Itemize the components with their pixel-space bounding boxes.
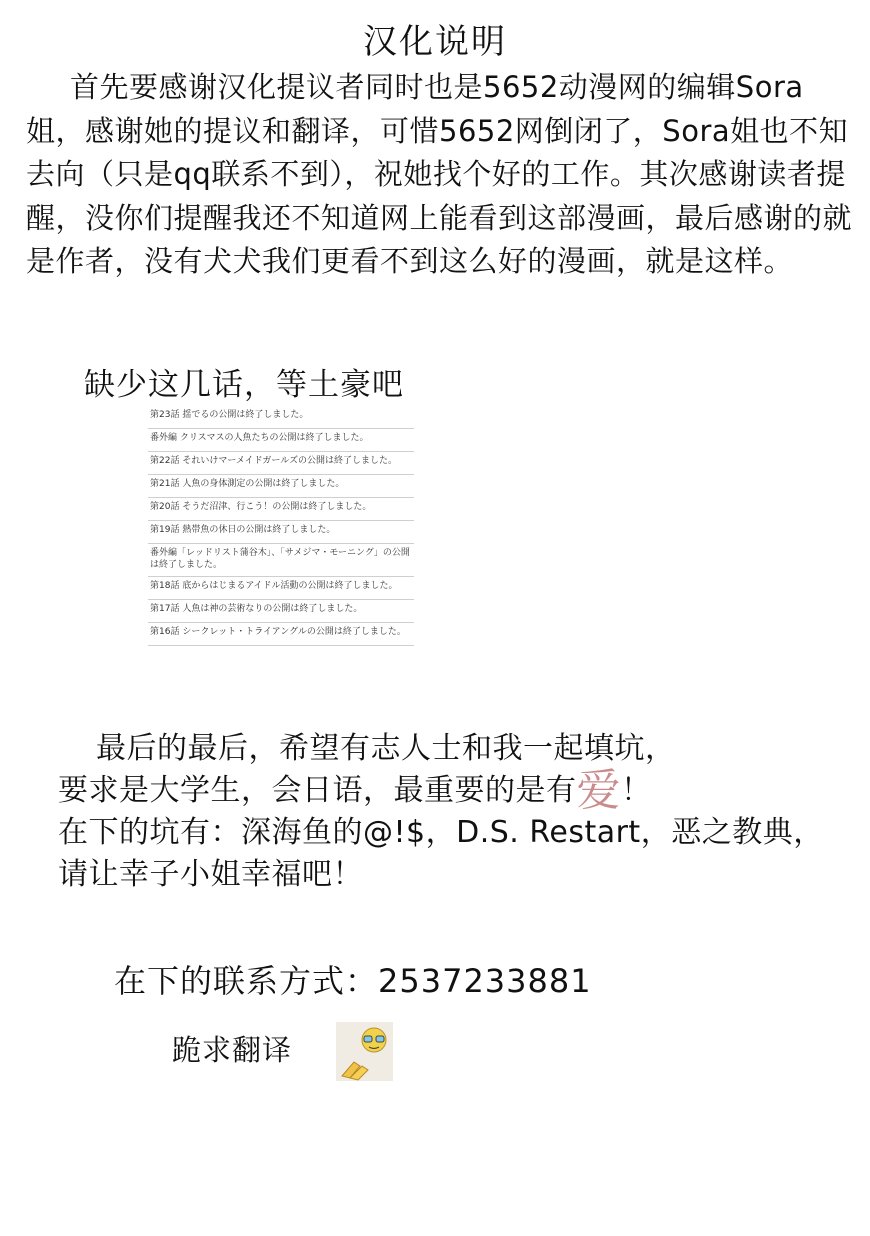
recruit-line-1: 最后的最后，希望有志人士和我一起填坑， [96,731,676,766]
episode-item: 第16話 シークレット・トライアングルの公開は終了しました。 [148,623,414,646]
kowtow-emoji-icon [336,1022,393,1081]
recruit-line-2: 要求是大学生，会日语，最重要的是有 [58,773,577,808]
episode-list [148,406,414,646]
recruit-paragraph [58,728,848,896]
projects-line: 在下的坑有：深海鱼的@!$，D.S. Restart，恶之教典，请让幸子小姐幸福吧！ [58,815,824,892]
episode-item: 第20話 そうだ沼津、行こう！の公開は終了しました。 [148,498,414,521]
love-word: 爱 [576,765,621,816]
beg-translation-text: 跪求翻译 [172,1033,293,1067]
page-title: 汉化说明 [363,22,507,62]
episode-item: 第21話 人魚の身体測定の公開は終了しました。 [148,475,414,498]
episode-item: 第18話 底からはじまるアイドル活動の公開は終了しました。 [148,577,414,600]
episode-item: 第19話 熱帯魚の休日の公開は終了しました。 [148,521,414,544]
episode-item: 番外編 クリスマスの人魚たちの公開は終了しました。 [148,429,414,452]
intro-paragraph [26,66,858,284]
episode-item: 第22話 それいけマーメイドガールズの公開は終了しました。 [148,452,414,475]
episode-item: 第23話 揺でるの公開は終了しました。 [148,406,414,429]
exclamation: ！ [621,773,652,808]
episode-item: 第17話 人魚は神の芸術なりの公開は終了しました。 [148,600,414,623]
episode-item: 番外編「レッドリスト蒲谷木」、「サメジマ・モーニング」の公開は終了しました。 [148,544,414,577]
contact-info: 在下的联系方式：2537233881 [114,962,592,1000]
intro-text: 首先要感谢汉化提议者同时也是5652动漫网的编辑Sora姐，感谢她的提议和翻译，可惜5652网倒闭了，Sora姐也不知去向（只是qq联系不到），祝她找个好的工作。其次感谢读者提醒，没你们提醒我还不知道网上能看到这部漫画，最后感谢的就是作者，没有犬犬我们更看不到这么好的漫画，就是这样。 [26,70,853,278]
missing-chapters-label: 缺少这几话，等土豪吧 [84,367,404,403]
